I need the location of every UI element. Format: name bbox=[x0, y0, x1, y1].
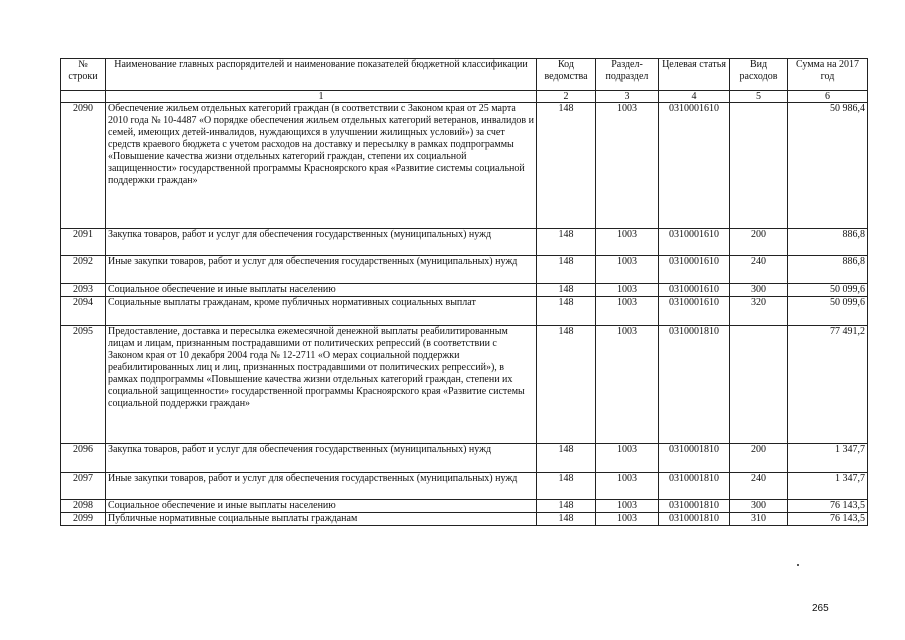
row-expense-type: 320 bbox=[730, 297, 788, 326]
row-sum: 886,8 bbox=[788, 229, 868, 256]
table-row bbox=[61, 284, 868, 297]
row-sum: 50 099,6 bbox=[788, 297, 868, 326]
row-expense-type: 300 bbox=[730, 500, 788, 513]
page-number: 265 bbox=[812, 603, 829, 614]
row-section: 1003 bbox=[596, 284, 659, 297]
header-row bbox=[61, 59, 868, 91]
header-name: Наименование главных распорядителей и наименование показателей бюджетной классификации bbox=[106, 59, 537, 91]
header-target-article: Целевая статья bbox=[659, 59, 730, 91]
table-row bbox=[61, 256, 868, 284]
row-expense-type: 300 bbox=[730, 284, 788, 297]
row-dept-code: 148 bbox=[537, 444, 596, 473]
row-target-article: 0310001610 bbox=[659, 256, 730, 284]
row-name: Публичные нормативные социальные выплаты гражданам bbox=[106, 513, 537, 526]
row-expense-type: 240 bbox=[730, 256, 788, 284]
row-name: Закупка товаров, работ и услуг для обеспечения государственных (муниципальных) нужд bbox=[106, 229, 537, 256]
header-expense-type: Вид расходов bbox=[730, 59, 788, 91]
row-name: Предоставление, доставка и пересылка ежемесячной денежной выплаты реабилитированным лицам и лицам, признанным пострадавшими от политических репрессий (в соответствии с Законом края от 10 декабря 2004 года № 12-2711 «О мерах социальной поддержки реабилитированных лиц и лиц, признанных пострадавшими от политических репрессий»), в рамках подпрограммы «Повышение качества жизни отдельных категорий граждан, степени их социальной защищенности» государственной программы Красноярского края «Развитие системы социальной поддержки граждан» bbox=[106, 326, 537, 444]
row-dept-code: 148 bbox=[537, 256, 596, 284]
header-row-number: № строки bbox=[61, 59, 106, 91]
table-row bbox=[61, 297, 868, 326]
row-expense-type: 200 bbox=[730, 229, 788, 256]
column-number: 3 bbox=[596, 91, 659, 103]
stray-dot-mark bbox=[797, 564, 799, 566]
row-target-article: 0310001610 bbox=[659, 103, 730, 229]
row-number: 2094 bbox=[61, 297, 106, 326]
row-expense-type: 200 bbox=[730, 444, 788, 473]
row-number: 2093 bbox=[61, 284, 106, 297]
column-number: 6 bbox=[788, 91, 868, 103]
row-sum: 1 347,7 bbox=[788, 444, 868, 473]
row-number: 2099 bbox=[61, 513, 106, 526]
row-dept-code: 148 bbox=[537, 500, 596, 513]
row-section: 1003 bbox=[596, 326, 659, 444]
row-section: 1003 bbox=[596, 473, 659, 500]
budget-table bbox=[60, 58, 868, 526]
row-name: Социальные выплаты гражданам, кроме публичных нормативных социальных выплат bbox=[106, 297, 537, 326]
row-section: 1003 bbox=[596, 513, 659, 526]
table-row bbox=[61, 473, 868, 500]
row-section: 1003 bbox=[596, 500, 659, 513]
row-expense-type: 240 bbox=[730, 473, 788, 500]
row-target-article: 0310001610 bbox=[659, 297, 730, 326]
row-number: 2097 bbox=[61, 473, 106, 500]
row-number: 2096 bbox=[61, 444, 106, 473]
row-name: Иные закупки товаров, работ и услуг для обеспечения государственных (муниципальных) нужд bbox=[106, 256, 537, 284]
row-number: 2098 bbox=[61, 500, 106, 513]
table-row bbox=[61, 326, 868, 444]
column-number: 5 bbox=[730, 91, 788, 103]
header-section: Раздел-подраздел bbox=[596, 59, 659, 91]
column-number: 1 bbox=[106, 91, 537, 103]
row-name: Обеспечение жильем отдельных категорий граждан (в соответствии с Законом края от 25 марта 2010 года № 10-4487 «О порядке обеспечения жильем отдельных категорий ветеранов, инвалидов и семей, имеющих детей-инвалидов, нуждающихся в улучшении жилищных условий») за счет средств краевого бюджета с учетом расходов на доставку и пересылку в рамках подпрограммы «Повышение качества жизни отдельных категорий граждан, степени их социальной защищенности» государственной программы Красноярского края «Развитие системы социальной поддержки граждан» bbox=[106, 103, 537, 229]
row-dept-code: 148 bbox=[537, 326, 596, 444]
row-target-article: 0310001810 bbox=[659, 444, 730, 473]
header-sum: Сумма на 2017 год bbox=[788, 59, 868, 91]
row-name: Социальное обеспечение и иные выплаты населению bbox=[106, 284, 537, 297]
row-expense-type bbox=[730, 103, 788, 229]
column-number-row bbox=[61, 91, 868, 103]
row-sum: 50 986,4 bbox=[788, 103, 868, 229]
header-dept-code: Код ведомства bbox=[537, 59, 596, 91]
row-sum: 77 491,2 bbox=[788, 326, 868, 444]
row-name: Социальное обеспечение и иные выплаты населению bbox=[106, 500, 537, 513]
table-row bbox=[61, 229, 868, 256]
row-sum: 886,8 bbox=[788, 256, 868, 284]
row-dept-code: 148 bbox=[537, 513, 596, 526]
column-number: 2 bbox=[537, 91, 596, 103]
row-section: 1003 bbox=[596, 444, 659, 473]
row-sum: 1 347,7 bbox=[788, 473, 868, 500]
row-target-article: 0310001810 bbox=[659, 473, 730, 500]
row-section: 1003 bbox=[596, 297, 659, 326]
row-target-article: 0310001610 bbox=[659, 229, 730, 256]
row-expense-type bbox=[730, 326, 788, 444]
row-section: 1003 bbox=[596, 229, 659, 256]
table-row bbox=[61, 103, 868, 229]
row-name: Иные закупки товаров, работ и услуг для обеспечения государственных (муниципальных) нужд bbox=[106, 473, 537, 500]
row-dept-code: 148 bbox=[537, 103, 596, 229]
row-number: 2092 bbox=[61, 256, 106, 284]
row-sum: 76 143,5 bbox=[788, 513, 868, 526]
row-target-article: 0310001610 bbox=[659, 284, 730, 297]
table-row bbox=[61, 513, 868, 526]
table-row bbox=[61, 500, 868, 513]
row-dept-code: 148 bbox=[537, 229, 596, 256]
row-target-article: 0310001810 bbox=[659, 513, 730, 526]
row-number: 2095 bbox=[61, 326, 106, 444]
row-sum: 50 099,6 bbox=[788, 284, 868, 297]
row-name: Закупка товаров, работ и услуг для обеспечения государственных (муниципальных) нужд bbox=[106, 444, 537, 473]
row-section: 1003 bbox=[596, 103, 659, 229]
row-dept-code: 148 bbox=[537, 297, 596, 326]
row-section: 1003 bbox=[596, 256, 659, 284]
row-target-article: 0310001810 bbox=[659, 500, 730, 513]
column-number: 4 bbox=[659, 91, 730, 103]
row-number: 2091 bbox=[61, 229, 106, 256]
row-target-article: 0310001810 bbox=[659, 326, 730, 444]
column-number-blank bbox=[61, 91, 106, 103]
row-sum: 76 143,5 bbox=[788, 500, 868, 513]
table-row bbox=[61, 444, 868, 473]
row-dept-code: 148 bbox=[537, 473, 596, 500]
row-dept-code: 148 bbox=[537, 284, 596, 297]
row-expense-type: 310 bbox=[730, 513, 788, 526]
row-number: 2090 bbox=[61, 103, 106, 229]
